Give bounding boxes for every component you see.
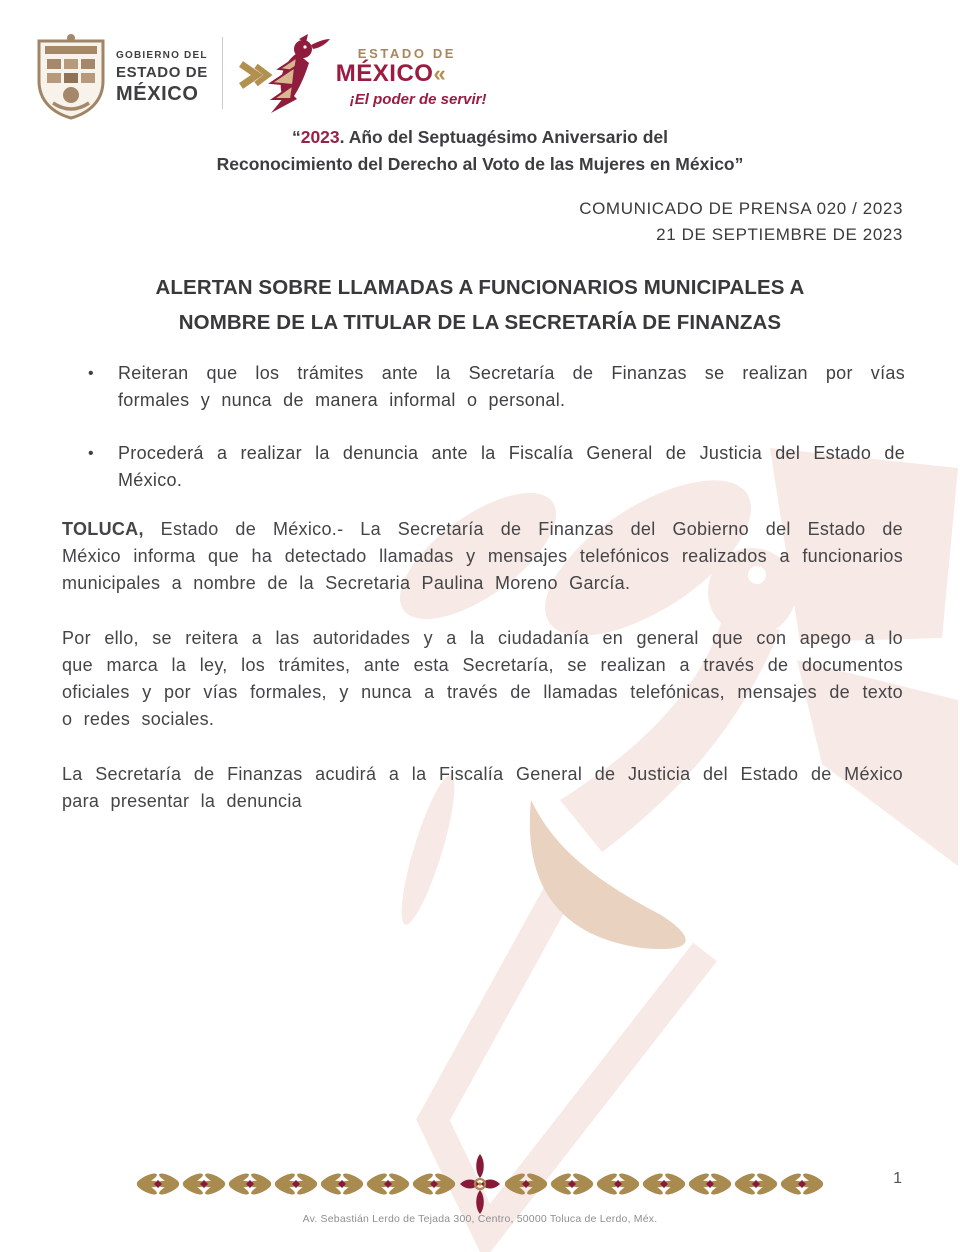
government-wordmark xyxy=(116,49,208,106)
motto-open-quote: “ xyxy=(291,127,301,147)
paragraph-2: Por ello, se reitera a las autoridades y a la ciudadanía en general que con apego a lo que marca la ley, los trámites, ante esta Secretaría, se realizan a través de documentos oficiales y por vías formales, y nunca a través de llamadas telefónicas, mensajes de texto o redes sociales. xyxy=(62,628,903,729)
paragraph-1 xyxy=(62,516,903,597)
motto-line1 xyxy=(0,124,960,151)
motto-line2: Reconocimiento del Derecho al Voto de las Mujeres en México” xyxy=(216,154,744,174)
annual-motto xyxy=(0,124,960,178)
highlight-bullets xyxy=(88,360,905,520)
page-number: 1 xyxy=(893,1170,902,1187)
title-line2: NOMBRE DE LA TITULAR DE LA SECRETARÍA DE FINANZAS xyxy=(178,311,782,334)
bullet-marker: • xyxy=(88,445,94,462)
motto-line1-rest: . Año del Septuagésimo Aniversario del xyxy=(339,127,669,147)
header xyxy=(35,33,487,121)
brand-region-label: ESTADO DE xyxy=(357,46,457,61)
body-text xyxy=(62,516,903,843)
footer-address: Av. Sebastián Lerdo de Tejada 300, Centro, 50000 Toluca de Lerdo, Méx. xyxy=(302,1213,658,1225)
bullet-text: Reiteran que los trámites ante la Secretaría de Finanzas se realizan por vías formales y nunca de manera informal o personal. xyxy=(118,363,905,410)
brand-slogan: ¡El poder de servir! xyxy=(349,91,487,108)
header-divider xyxy=(222,37,223,109)
gov-wordmark-line1: GOBIERNO DEL xyxy=(116,49,208,61)
press-release-meta xyxy=(579,196,903,248)
state-coat-of-arms-icon xyxy=(35,33,107,121)
bullet-item xyxy=(88,440,905,494)
release-date: 21 DE SEPTIEMBRE DE 2023 xyxy=(656,225,903,244)
paragraph-1-text: Estado de México.- La Secretaría de Finanzas del Gobierno del Estado de México informa que ha detectado llamadas y mensajes telefónicos realizados a funcionarios municipales a nombre de la Secretaria Paulina Moreno García. xyxy=(62,519,903,593)
document-title xyxy=(60,270,900,340)
brand-text xyxy=(336,46,487,109)
release-number: COMUNICADO DE PRENSA 020 / 2023 xyxy=(579,199,903,218)
bullet-marker: • xyxy=(88,365,94,382)
title-line1: ALERTAN SOBRE LLAMADAS A FUNCIONARIOS MUNICIPALES A xyxy=(155,276,805,299)
estado-de-mexico-brand xyxy=(237,33,487,117)
hummingbird-logo-icon xyxy=(237,33,332,117)
paragraph-3: La Secretaría de Finanzas acudirá a la Fiscalía General de Justicia del Estado de México para presentar la denuncia xyxy=(62,764,903,811)
government-logo xyxy=(35,33,208,121)
brand-guillemet: « xyxy=(433,61,446,86)
brand-name: MÉXICO xyxy=(335,60,434,87)
paragraph-1-dateline: TOLUCA, xyxy=(62,519,144,539)
bullet-item xyxy=(88,360,905,414)
ornament-center-flower xyxy=(460,1154,500,1214)
footer-ornament-border xyxy=(135,1152,825,1216)
gov-wordmark-line2: ESTADO DE xyxy=(116,63,208,81)
brand-name-row xyxy=(336,61,487,90)
motto-year: 2023 xyxy=(300,127,340,147)
gov-wordmark-line3: MÉXICO xyxy=(116,82,199,105)
bullet-text: Procederá a realizar la denuncia ante la Fiscalía General de Justicia del Estado de México. xyxy=(118,443,905,490)
